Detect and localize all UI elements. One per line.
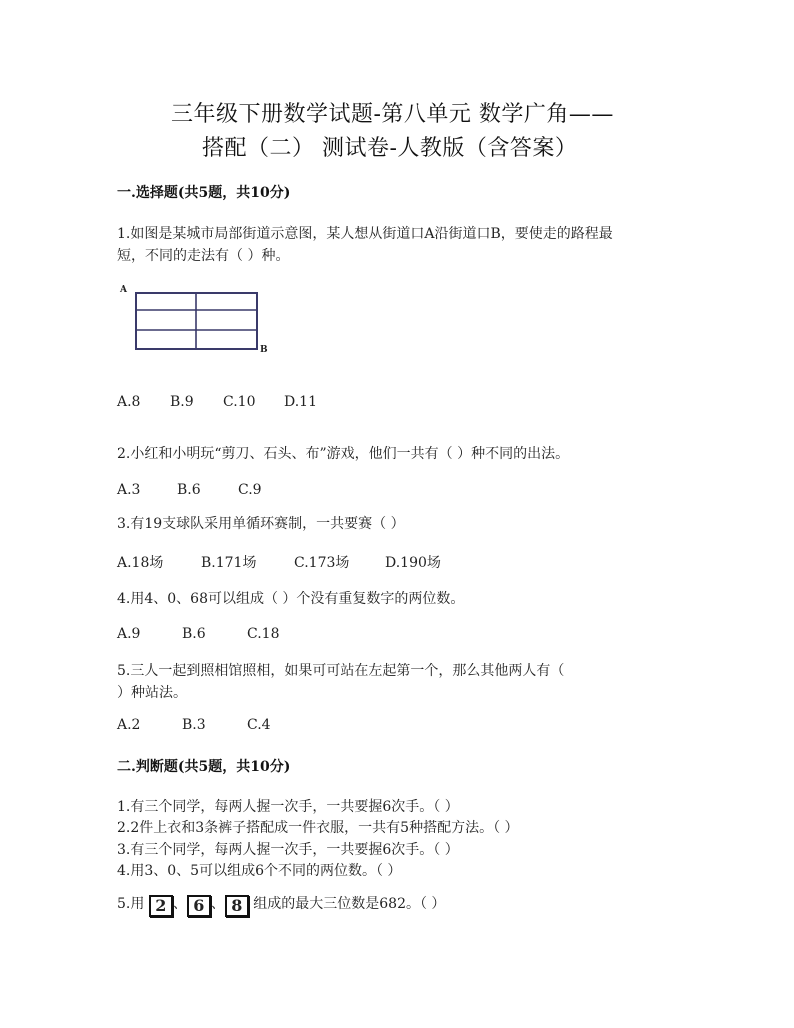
option[interactable]: A.9 — [117, 626, 141, 642]
street-grid-svg — [118, 285, 278, 357]
option[interactable]: B.6 — [177, 482, 201, 498]
option[interactable]: C.173场 — [294, 555, 350, 571]
page-title-line2: 搭配（二） 测试卷-人教版（含答案） — [202, 136, 578, 161]
option[interactable]: C.10 — [223, 394, 256, 410]
option[interactable]: A.3 — [117, 482, 141, 498]
judgement-2: 2.2件上衣和3条裤子搭配成一件衣服，一共有5种搭配方法。（ ） — [117, 820, 519, 836]
question-5-line1: 5.三人一起到照相馆照相，如果可可站在左起第一个，那么其他两人有（ — [117, 663, 565, 679]
question-1-options — [117, 394, 317, 410]
judgement-1: 1.有三个同学，每两人握一次手，一共要握6次手。（ ） — [117, 799, 459, 815]
question-4-options — [117, 626, 279, 642]
question-3: 3.有19支球队采用单循环赛制，一共要赛（ ） — [117, 516, 405, 532]
option[interactable]: A.2 — [117, 717, 141, 733]
option[interactable]: B.9 — [170, 394, 194, 410]
grid-label-a: A — [120, 285, 127, 295]
option[interactable]: B.6 — [182, 626, 206, 642]
page-title-line1: 三年级下册数学试题-第八单元 数学广角—— — [171, 102, 614, 127]
judgement-5-prefix: 5.用 — [117, 896, 145, 912]
digit-box: 2 — [149, 895, 173, 917]
option[interactable]: B.171场 — [201, 555, 257, 571]
option[interactable]: A.18场 — [117, 555, 164, 571]
question-1-line2: 短，不同的走法有（ ）种。 — [117, 248, 290, 264]
section-heading-choice: 一.选择题(共5题，共10分) — [117, 185, 291, 201]
question-5-line2: ）种站法。 — [117, 685, 187, 701]
option[interactable]: D.190场 — [385, 555, 441, 571]
question-2-options — [117, 482, 262, 498]
question-2: 2.小红和小明玩“剪刀、石头、布”游戏，他们一共有（ ）种不同的出法。 — [117, 446, 570, 462]
question-1-line1: 1.如图是某城市局部街道示意图，某人想从街道口A沿街道口B，要使走的路程最 — [117, 226, 613, 242]
separator: 、 — [210, 896, 225, 912]
question-5-options — [117, 717, 271, 733]
street-grid-figure — [118, 285, 278, 357]
grid-label-b: B — [260, 345, 268, 355]
judgement-5-suffix: 组成的最大三位数是682。（ ） — [253, 896, 446, 912]
option[interactable]: B.3 — [182, 717, 206, 733]
judgement-5 — [117, 893, 445, 917]
question-4: 4.用4、0、68可以组成（ ）个没有重复数字的两位数。 — [117, 591, 465, 607]
question-3-options — [117, 552, 441, 572]
option[interactable]: C.4 — [247, 717, 271, 733]
section-heading-judgement: 二.判断题(共5题，共10分) — [117, 759, 291, 775]
digit-box: 8 — [225, 895, 249, 917]
digit-box: 6 — [187, 895, 211, 917]
option[interactable]: D.11 — [284, 394, 317, 410]
option[interactable]: C.18 — [247, 626, 280, 642]
judgement-3: 3.有三个同学，每两人握一次手，一共要握6次手。（ ） — [117, 842, 459, 858]
option[interactable]: A.8 — [117, 394, 141, 410]
separator: 、 — [172, 896, 187, 912]
judgement-4: 4.用3、0、5可以组成6个不同的两位数。（ ） — [117, 863, 402, 879]
option[interactable]: C.9 — [238, 482, 262, 498]
